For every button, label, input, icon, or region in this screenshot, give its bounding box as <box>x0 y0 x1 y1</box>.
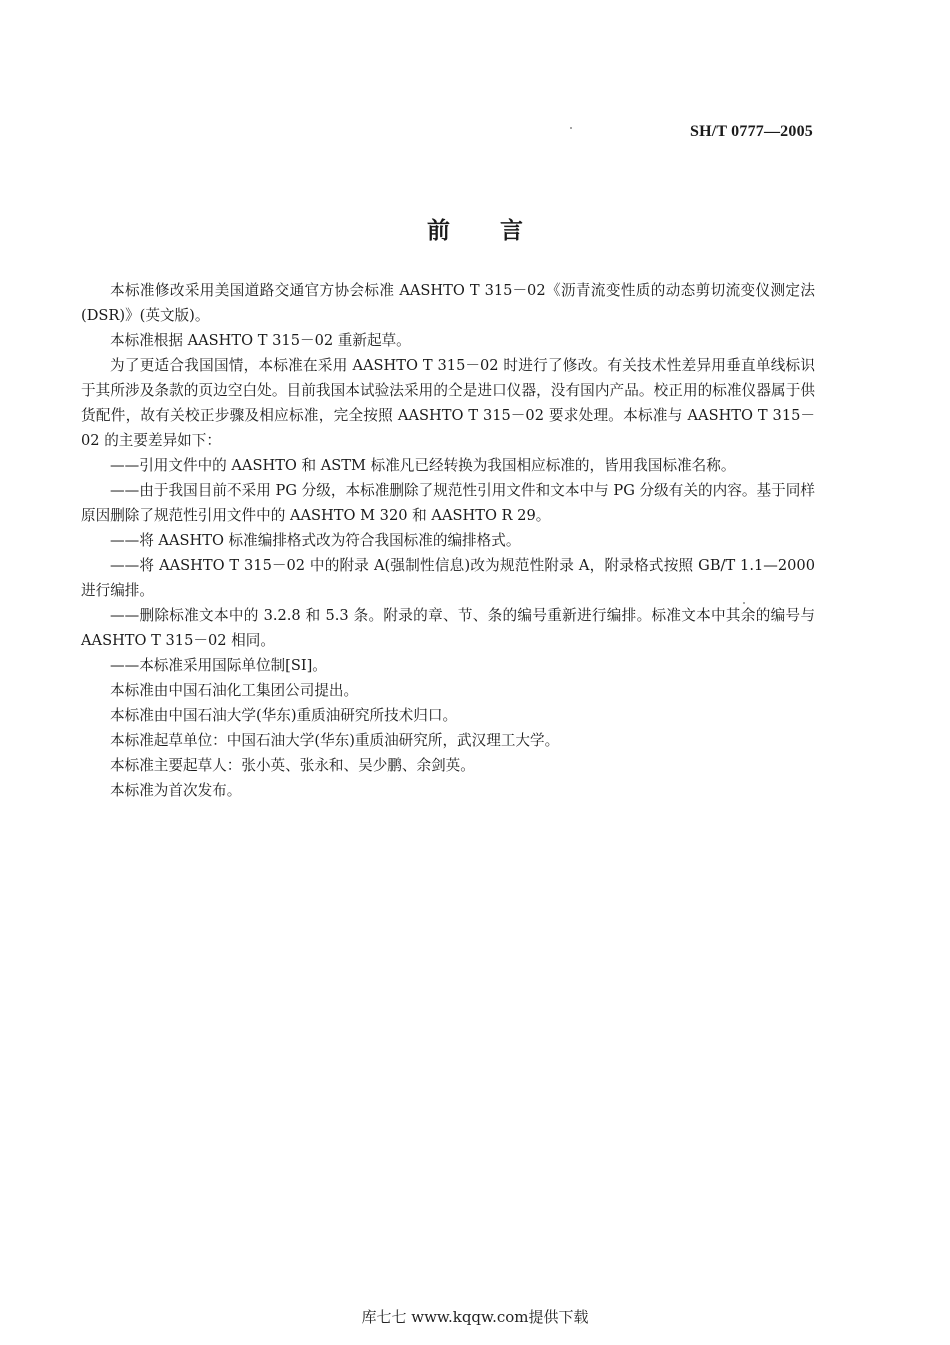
paragraph-technical-centralizer: 本标准由中国石油大学(华东)重质油研究所技术归口。 <box>110 707 458 724</box>
download-footer: 库七七 www.kqqw.com提供下载 <box>361 1308 589 1326</box>
paragraph-drafting-basis: 本标准根据 AASHTO T 315－02 重新起草。 <box>110 332 411 349</box>
difference-item: ——本标准采用国际单位制[SI]。 <box>110 657 327 674</box>
paragraph-drafters: 本标准主要起草人：张小英、张永和、吴少鹏、余剑英。 <box>110 757 475 774</box>
page-title <box>0 212 950 245</box>
difference-item: ——删除标准文本中的 3.2.8 和 5.3 条。附录的章、节、条的编号重新进行编排。标准文本中其余的编号与 AASHTO T 315－02 相同。 <box>81 607 815 649</box>
foreword-body <box>81 278 815 803</box>
paragraph-drafting-units: 本标准起草单位：中国石油大学(华东)重质油研究所，武汉理工大学。 <box>110 732 560 749</box>
difference-item: ——将 AASHTO T 315－02 中的附录 A(强制性信息)改为规范性附录 A，附录格式按照 GB/T 1.1—2000 进行编排。 <box>81 557 815 599</box>
title-char-2: 言 <box>500 218 523 244</box>
difference-item: ——将 AASHTO 标准编排格式改为符合我国标准的编排格式。 <box>110 532 521 549</box>
scan-speck <box>743 602 745 604</box>
scan-speck <box>570 127 572 129</box>
difference-item: ——由于我国目前不采用 PG 分级，本标准删除了规范性引用文件和文本中与 PG 分级有关的内容。基于同样原因删除了规范性引用文件中的 AASHTO M 320 和 AASHTO R 29。 <box>81 482 815 524</box>
paragraph-first-release: 本标准为首次发布。 <box>110 782 242 799</box>
paragraph-proposer: 本标准由中国石油化工集团公司提出。 <box>110 682 359 699</box>
standard-code: SH/T 0777—2005 <box>690 123 813 140</box>
title-char-1: 前 <box>427 218 450 244</box>
paragraph-modifications: 为了更适合我国国情，本标准在采用 AASHTO T 315－02 时进行了修改。有关技术性差异用垂直单线标识于其所涉及条款的页边空白处。目前我国本试验法采用的仝是进口仪器，没有国内产品。校正用的标准仪器属于供货配件，故有关校正步骤及相应标准，完全按照 AASHTO T 315－02 要求处理。本标准与 AASHTO T 315－02 的主要差异如下： <box>81 357 815 449</box>
paragraph-adoption: 本标准修改采用美国道路交通官方协会标准 AASHTO T 315－02《沥青流变性质的动态剪切流变仪测定法(DSR)》(英文版)。 <box>81 282 815 324</box>
difference-item: ——引用文件中的 AASHTO 和 ASTM 标准凡已经转换为我国相应标准的，皆用我国标准名称。 <box>110 457 736 474</box>
